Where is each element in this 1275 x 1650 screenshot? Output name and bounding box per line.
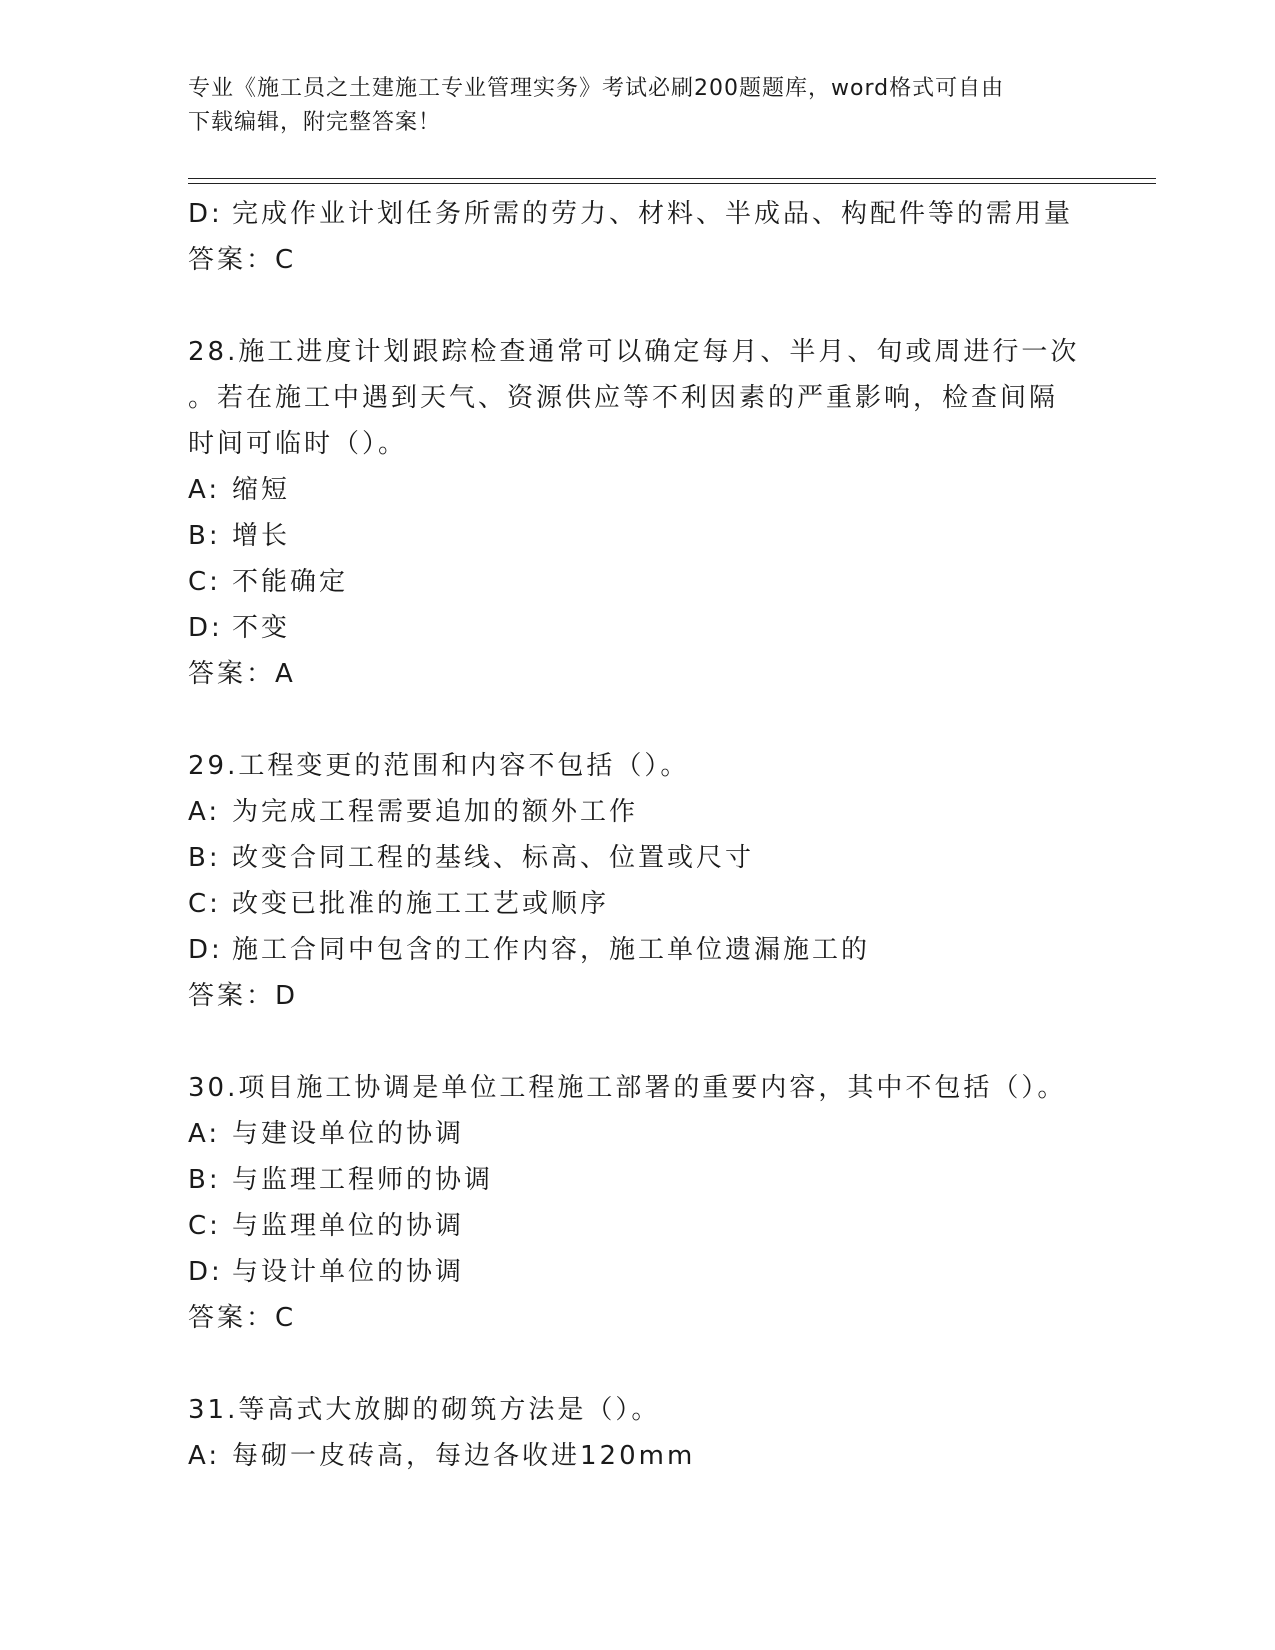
document-header <box>188 72 1068 140</box>
option-label: B: <box>188 1165 221 1195</box>
question-stem: 31.等高式大放脚的砌筑方法是（）。 <box>188 1395 661 1425</box>
question-stem: 。若在施工中遇到天气、资源供应等不利因素的严重影响，检查间隔 <box>188 383 1059 413</box>
answer: 答案：A <box>188 659 296 689</box>
question-stem: 29.工程变更的范围和内容不包括（）。 <box>188 751 690 781</box>
header-line-2: 下载编辑，附完整答案！ <box>188 110 442 135</box>
option-d <box>188 1249 1088 1295</box>
question-stem: 30.项目施工协调是单位工程施工部署的重要内容，其中不包括（）。 <box>188 1073 1067 1103</box>
question-30 <box>188 1065 1088 1341</box>
option-label: A: <box>188 475 221 505</box>
option-label: B: <box>188 843 221 873</box>
option-c <box>188 559 1088 605</box>
header-line-1: 专业《施工员之土建施工专业管理实务》考试必刷200题题库，word格式可自由 <box>188 76 1005 101</box>
option-label: D: <box>188 199 223 229</box>
option-text: 改变合同工程的基线、标高、位置或尺寸 <box>232 843 755 873</box>
answer: 答案：D <box>188 981 299 1011</box>
option-text: 与监理单位的协调 <box>232 1211 465 1241</box>
option-a <box>188 467 1088 513</box>
option-label: B: <box>188 521 221 551</box>
option-d <box>188 605 1088 651</box>
option-text: 不能确定 <box>232 567 349 597</box>
option-label: C: <box>188 1211 221 1241</box>
option-c <box>188 1203 1088 1249</box>
question-stem: 时间可临时（）。 <box>188 429 408 459</box>
option-text: 改变已批准的施工工艺或顺序 <box>232 889 610 919</box>
option-a <box>188 789 1088 835</box>
option-text: 增长 <box>232 521 291 551</box>
option-text: 与建设单位的协调 <box>232 1119 465 1149</box>
option-text: 缩短 <box>232 475 291 505</box>
option-label: A: <box>188 797 221 827</box>
question-stem: 28.施工进度计划跟踪检查通常可以确定每月、半月、旬或周进行一次 <box>188 337 1080 367</box>
question-29 <box>188 743 1088 1019</box>
option-text: 为完成工程需要追加的额外工作 <box>232 797 639 827</box>
option-text: 不变 <box>232 613 291 643</box>
option-b <box>188 835 1088 881</box>
option-text: 施工合同中包含的工作内容，施工单位遗漏施工的 <box>232 935 871 965</box>
question-28 <box>188 329 1088 697</box>
prev-answer: 答案：C <box>188 245 297 275</box>
question-31 <box>188 1387 1088 1479</box>
option-a <box>188 1433 1088 1479</box>
option-b <box>188 1157 1088 1203</box>
question-list <box>188 191 1088 1479</box>
prev-option-d <box>188 191 1088 237</box>
option-text: 与监理工程师的协调 <box>232 1165 494 1195</box>
option-d <box>188 927 1088 973</box>
option-text: 完成作业计划任务所需的劳力、材料、半成品、构配件等的需用量 <box>232 199 1074 229</box>
option-label: D: <box>188 935 223 965</box>
option-label: C: <box>188 889 221 919</box>
option-text: 每砌一皮砖高，每边各收进120mm <box>232 1441 696 1471</box>
answer: 答案：C <box>188 1303 297 1333</box>
header-divider-bottom <box>188 183 1156 184</box>
header-divider-top <box>188 178 1156 179</box>
option-a <box>188 1111 1088 1157</box>
option-b <box>188 513 1088 559</box>
option-text: 与设计单位的协调 <box>232 1257 465 1287</box>
option-label: A: <box>188 1441 221 1471</box>
option-label: A: <box>188 1119 221 1149</box>
option-label: C: <box>188 567 221 597</box>
option-label: D: <box>188 1257 223 1287</box>
option-c <box>188 881 1088 927</box>
option-label: D: <box>188 613 223 643</box>
